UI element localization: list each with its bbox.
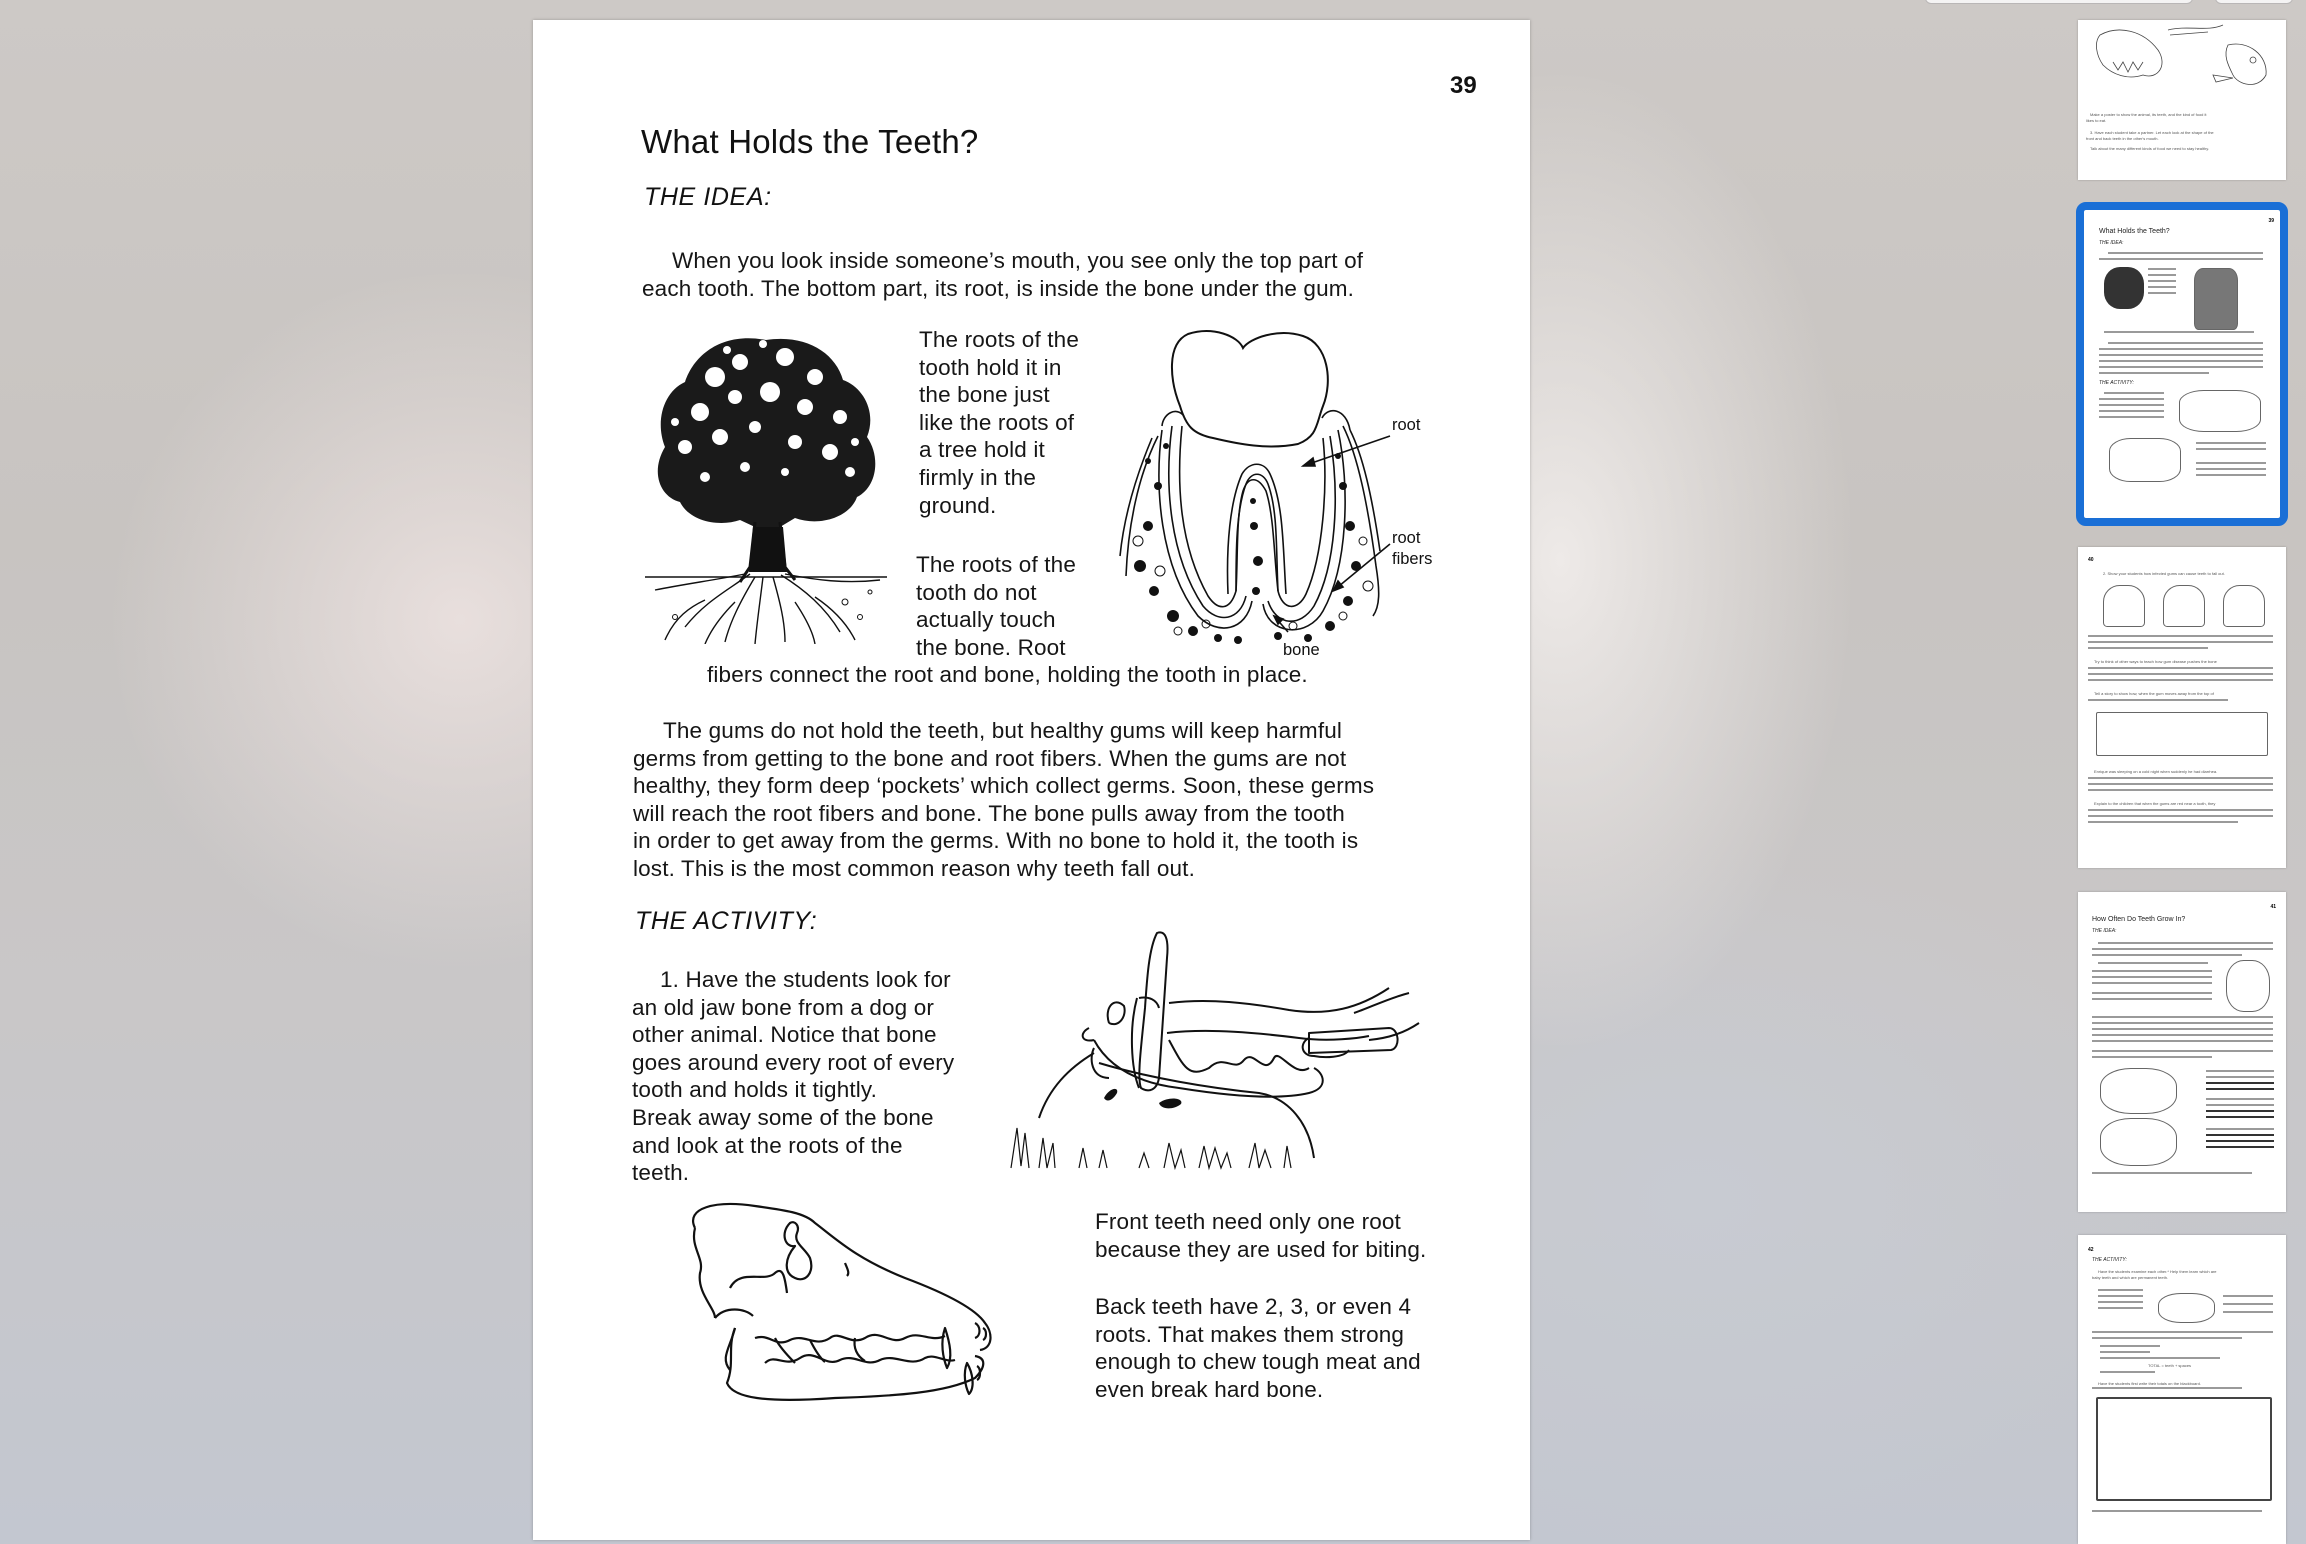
- text-line: lost. This is the most common reason why teeth fall out.: [633, 855, 1195, 881]
- text-line: other animal. Notice that bone: [632, 1022, 937, 1048]
- label-root-fibers: [1392, 528, 1432, 570]
- text-line: an old jaw bone from a dog or: [632, 994, 935, 1020]
- text-line: germs from getting to the bone and root fibers. When the gums are not: [633, 745, 1347, 771]
- thumb-lower-jaw: [2100, 1118, 2177, 1166]
- text-line: each tooth. The bottom part, its root, is inside the bone under the gum.: [642, 275, 1355, 301]
- text-line: When you look inside someone’s mouth, you see only the top part of: [672, 248, 1364, 273]
- thumb-title: How Often Do Teeth Grow In?: [2092, 916, 2186, 923]
- text-line: The roots of the: [919, 327, 1079, 352]
- text-line: will reach the root fibers and bone. The bone pulls away from the tooth: [633, 800, 1345, 826]
- page-thumbnails-sidebar: [2060, 0, 2306, 1544]
- thumb-text: 3. Have each student take a partner. Let each look at the shape of the: [2090, 130, 2214, 135]
- text-line: 1. Have the students look for: [660, 967, 951, 992]
- thumb-hammer: [2179, 390, 2261, 432]
- text-line: healthy, they form deep ‘pockets’ which collect germs. Soon, these germs: [633, 773, 1375, 799]
- thumbnail-page-41[interactable]: [2078, 892, 2286, 1212]
- text-line: ground.: [919, 492, 997, 518]
- back-teeth-text: [1095, 1293, 1421, 1403]
- thumb-page-number: 41: [2270, 904, 2276, 910]
- thumbnail-page-42[interactable]: [2078, 1235, 2286, 1544]
- thumb-text: Talk about the many different kinds of food we need to stay healthy.: [2090, 146, 2210, 151]
- text-line: a tree hold it: [919, 437, 1045, 463]
- thumb-title: What Holds the Teeth?: [2099, 228, 2170, 235]
- label-root-fibers-line1: root: [1392, 529, 1421, 547]
- thumb-text: Explain to the children that when the gums are red near a tooth, they: [2094, 801, 2216, 806]
- text-line: and look at the roots of the: [632, 1132, 903, 1158]
- thumb-heading: THE IDEA:: [2092, 928, 2117, 934]
- thumb-upper-jaw: [2100, 1068, 2177, 1114]
- thumb-gum-a: [2103, 585, 2145, 627]
- thumbnail-page-38[interactable]: [2078, 20, 2286, 180]
- thumb-page-number: 39: [2268, 218, 2274, 224]
- thumb-text: likes to eat.: [2086, 118, 2107, 123]
- thumb-text: Tell a story to show how, when the gum moves away from the top of: [2094, 691, 2214, 696]
- tree-caption-2: [916, 551, 1076, 661]
- text-line: tooth do not: [916, 579, 1037, 605]
- tree-illustration: [645, 322, 887, 644]
- gums-paragraph: [633, 717, 1374, 883]
- thumbnail-page-39[interactable]: [2084, 210, 2280, 518]
- front-teeth-text: [1095, 1208, 1426, 1263]
- thumb-text: TOTAL = teeth + spaces: [2148, 1363, 2192, 1368]
- idea-paragraph: [642, 247, 1432, 302]
- thumb-text: Try to think of other ways to teach how gum disease pushes the bone: [2094, 659, 2217, 664]
- thumb-gum-b: [2163, 585, 2205, 627]
- thumb-tree: [2104, 267, 2144, 309]
- text-line: goes around every root of every: [632, 1049, 955, 1075]
- text-line: Front teeth need only one root: [1095, 1209, 1401, 1234]
- text-line: tooth hold it in: [919, 354, 1062, 380]
- text-line: the bone just: [919, 382, 1050, 408]
- thumb-text: Have the students examine each other.* Help them learn which are: [2098, 1269, 2217, 1274]
- thumb-text: Have the students first write their totals on the blackboard.: [2098, 1381, 2201, 1386]
- thumb-text: Enrique was sleeping on a cold night when suddenly he had diarrhea.: [2094, 769, 2218, 774]
- thumb-heading: THE IDEA:: [2099, 240, 2124, 246]
- thumb-gum-c: [2223, 585, 2265, 627]
- activity-step-1: [632, 966, 954, 1187]
- thumb-skull: [2109, 438, 2181, 482]
- label-root: root: [1392, 416, 1421, 434]
- thumb-mouth: [2158, 1293, 2215, 1323]
- text-line: roots. That makes them strong: [1095, 1321, 1405, 1347]
- text-line: in order to get away from the germs. With no bone to hold it, the tooth is: [633, 828, 1359, 854]
- label-root-fibers-line2: fibers: [1392, 550, 1433, 568]
- text-line: The roots of the: [916, 552, 1076, 577]
- thumb-text: 2. Show your students how infected gums can cause teeth to fall out.: [2103, 571, 2225, 576]
- tree-caption-1: [919, 326, 1079, 519]
- thumb-page-number: 40: [2088, 557, 2094, 563]
- thumbnail-page-40[interactable]: [2078, 547, 2286, 868]
- thumb-text: baby teeth and which are permanent teeth.: [2092, 1275, 2169, 1280]
- text-line: actually touch: [916, 607, 1056, 633]
- thumb-chart-table: [2096, 1397, 2272, 1501]
- text-line: Back teeth have 2, 3, or even 4: [1095, 1294, 1412, 1319]
- text-line: because they are used for biting.: [1095, 1236, 1427, 1262]
- text-line: tooth and holds it tightly.: [632, 1077, 878, 1103]
- text-line: the bone. Root: [916, 634, 1066, 660]
- text-line: even break hard bone.: [1095, 1376, 1324, 1402]
- thumb-heading-2: THE ACTIVITY:: [2099, 380, 2134, 386]
- text-line: firmly in the: [919, 464, 1036, 490]
- text-line: teeth.: [632, 1160, 690, 1186]
- text-line: The gums do not hold the teeth, but healthy gums will keep harmful: [663, 718, 1343, 743]
- hammer-jawbone-illustration: [1009, 928, 1421, 1174]
- text-line: Break away some of the bone: [632, 1104, 934, 1130]
- thumb-tooth: [2194, 268, 2238, 330]
- document-page: [533, 20, 1530, 1540]
- page-number: 39: [1450, 72, 1477, 99]
- label-bone: bone: [1283, 641, 1320, 659]
- tooth-diagram: [1118, 326, 1421, 646]
- fibers-line: fibers connect the root and bone, holding the tooth in place.: [707, 662, 1308, 687]
- page-title: What Holds the Teeth?: [641, 123, 979, 160]
- section-heading-activity: THE ACTIVITY:: [635, 907, 818, 935]
- skull-and-fish-sketch: [2088, 20, 2278, 105]
- thumb-comic-strip: [2096, 712, 2268, 756]
- thumb-heading: THE ACTIVITY:: [2092, 1257, 2127, 1263]
- dog-skull-illustration: [675, 1198, 1017, 1404]
- thumb-text: Make a poster to show the animal, its teeth, and the kind of food it: [2090, 112, 2207, 117]
- section-heading-idea: THE IDEA:: [644, 183, 772, 211]
- thumb-baby: [2226, 960, 2270, 1012]
- thumb-text: front and back teeth in the other's mouth.: [2086, 136, 2159, 141]
- thumb-page-number: 42: [2088, 1247, 2094, 1253]
- text-line: like the roots of: [919, 409, 1075, 435]
- text-line: enough to chew tough meat and: [1095, 1349, 1421, 1375]
